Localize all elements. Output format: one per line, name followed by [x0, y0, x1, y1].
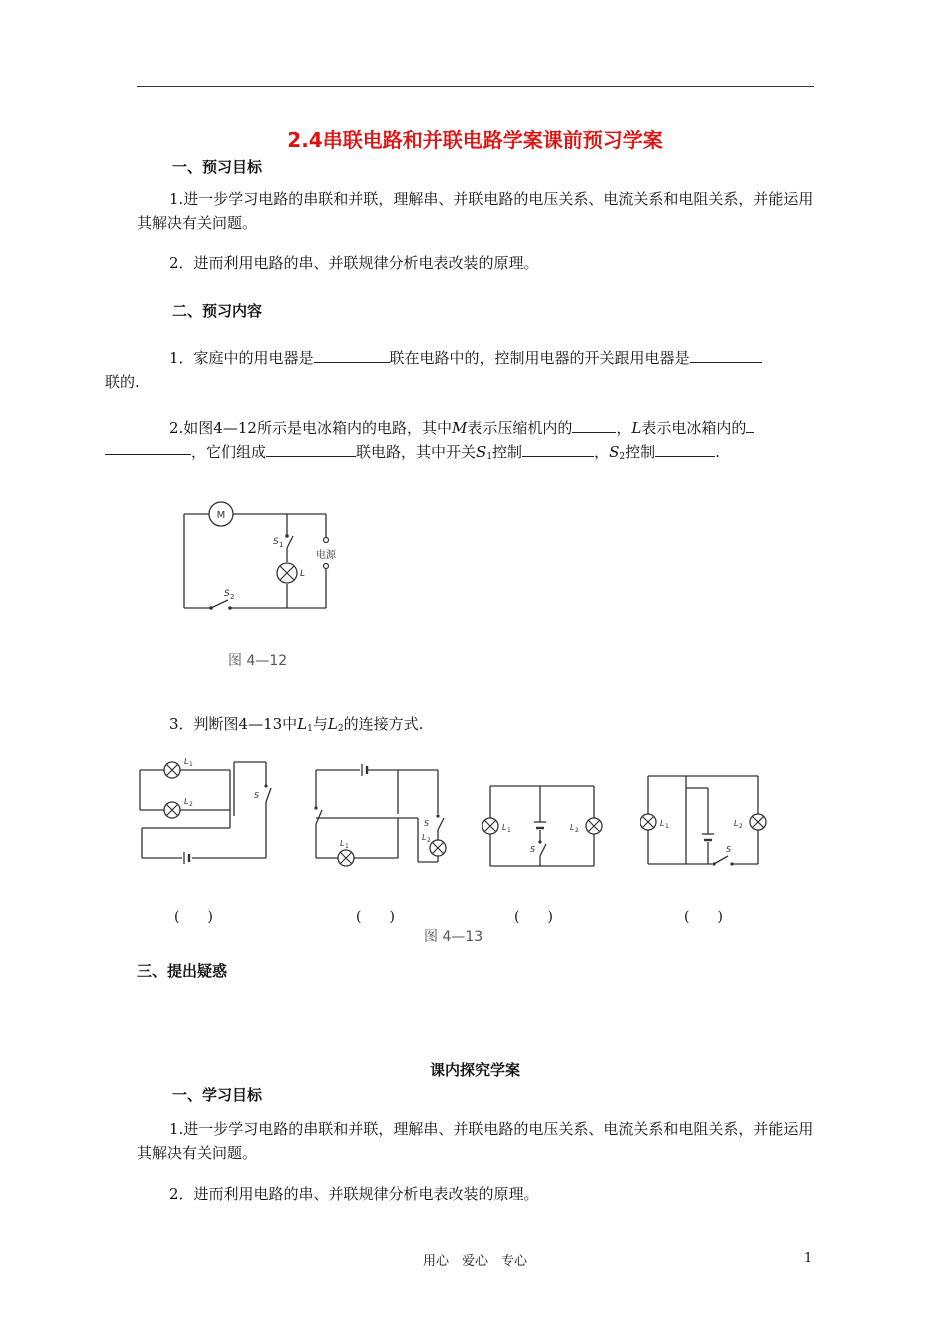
- svg-text:S: S: [273, 537, 279, 547]
- figure-4-12-caption: 图 4—12: [228, 653, 288, 669]
- part2-item1: 1.进一步学习电路的串联和并联，理解串、并联电路的电压关系、电流关系和电阻关系，并能运用其解决有关问题。: [137, 1120, 814, 1162]
- svg-text:L: L: [300, 569, 306, 579]
- svg-text:2: 2: [230, 593, 235, 601]
- svg-text:2: 2: [189, 801, 193, 808]
- svg-text:1: 1: [507, 827, 511, 834]
- question-1: 1．家庭中的用电器是 联在电路中的，控制用电器的开关跟用电器是 联的.: [137, 346, 814, 394]
- lamp-l1: [338, 839, 354, 866]
- section1-item1: 1.进一步学习电路的串联和并联，理解串、并联电路的电压关系、电流关系和电阻关系，并能运用其解决有关问题。: [137, 190, 814, 232]
- lamp-l2: [164, 797, 193, 818]
- svg-text:L: L: [502, 823, 507, 832]
- blank-4b: [105, 440, 191, 455]
- footer-text: 用心 爱心 专心: [422, 1254, 527, 1269]
- header-rule: [137, 86, 814, 87]
- svg-text:L: L: [340, 839, 345, 848]
- answer-paren-d: ( ): [684, 909, 723, 925]
- figure-4-13a-circuit: [134, 756, 274, 866]
- svg-text:1: 1: [279, 541, 284, 549]
- svg-text:L: L: [734, 819, 739, 828]
- part2-item2: 2．进而利用电路的串、并联规律分析电表改装的原理。: [169, 1185, 539, 1203]
- svg-text:S: S: [424, 819, 430, 828]
- battery: [362, 764, 367, 776]
- answer-paren-b: ( ): [356, 909, 395, 925]
- lamp-l1: [640, 814, 669, 830]
- lamp-l2: [734, 814, 766, 830]
- svg-text:2: 2: [739, 823, 743, 830]
- svg-text:1: 1: [345, 843, 349, 850]
- lamp-l1: [482, 818, 511, 834]
- svg-text:L: L: [570, 823, 575, 832]
- switch-right: [424, 814, 444, 830]
- figure-4-13-caption: 图 4—13: [424, 929, 484, 945]
- part2-heading: 一、学习目标: [172, 1086, 263, 1104]
- svg-text:S: S: [224, 589, 230, 599]
- switch: [712, 845, 733, 866]
- answer-paren-a: ( ): [174, 909, 213, 925]
- lamp-l: [277, 563, 305, 583]
- part2-title: 课内探究学案: [429, 1061, 520, 1079]
- power-source: [316, 538, 337, 569]
- section2-heading: 二、预习内容: [172, 302, 263, 320]
- lamp-l1: [164, 757, 193, 778]
- motor: [209, 502, 233, 526]
- section1-heading: 一、预习目标: [172, 158, 263, 176]
- svg-text:L: L: [184, 797, 189, 806]
- svg-text:电源: 电源: [316, 550, 336, 561]
- switch-left: [314, 806, 322, 824]
- svg-text:1: 1: [189, 761, 193, 768]
- blank-2: [690, 348, 762, 363]
- question-3: 3．判断图4—13中$L_1$与$L_2$的连接方式.: [169, 715, 424, 734]
- switch: [530, 840, 546, 856]
- switch: [254, 784, 271, 802]
- battery: [184, 852, 189, 864]
- blank-5: [266, 442, 356, 457]
- svg-text:S: S: [726, 845, 732, 854]
- answer-paren-c: ( ): [514, 909, 553, 925]
- blank-3: [572, 418, 616, 433]
- svg-text:L: L: [422, 833, 427, 842]
- figure-4-13c-circuit: [482, 776, 606, 872]
- section3-heading: 三、提出疑惑: [137, 962, 228, 980]
- figure-4-12-circuit: [176, 496, 366, 624]
- switch-s1: [273, 534, 293, 549]
- blank-7: [655, 442, 715, 457]
- blank-4a: [746, 418, 754, 433]
- figure-4-13b-circuit: [310, 762, 450, 872]
- switch-s2: [209, 589, 234, 610]
- lamp-l2: [422, 833, 446, 856]
- svg-text:L: L: [184, 757, 189, 766]
- blank-6: [522, 442, 594, 457]
- svg-text:1: 1: [665, 823, 669, 830]
- battery: [702, 834, 714, 840]
- svg-text:S: S: [254, 791, 260, 800]
- figure-4-13d-circuit: [640, 770, 770, 870]
- section1-item2: 2．进而利用电路的串、并联规律分析电表改装的原理。: [169, 254, 539, 272]
- page-number: 1: [804, 1251, 813, 1266]
- lamp-l2: [570, 818, 602, 834]
- page-title: 2.4串联电路和并联电路学案课前预习学案: [287, 128, 663, 152]
- svg-text:L: L: [660, 819, 665, 828]
- svg-text:M: M: [216, 510, 226, 521]
- battery: [534, 822, 546, 828]
- svg-text:2: 2: [427, 837, 431, 844]
- svg-text:2: 2: [575, 827, 579, 834]
- question-2: 2.如图4—12所示是电冰箱内的电路，其中M表示压缩机内的 ，L表示电冰箱内的 ，它们组成 联电路，其中开关$S_1$控制 ，$S_2$控制 .: [137, 416, 814, 469]
- svg-text:S: S: [530, 845, 536, 854]
- blank-1: [314, 348, 390, 363]
